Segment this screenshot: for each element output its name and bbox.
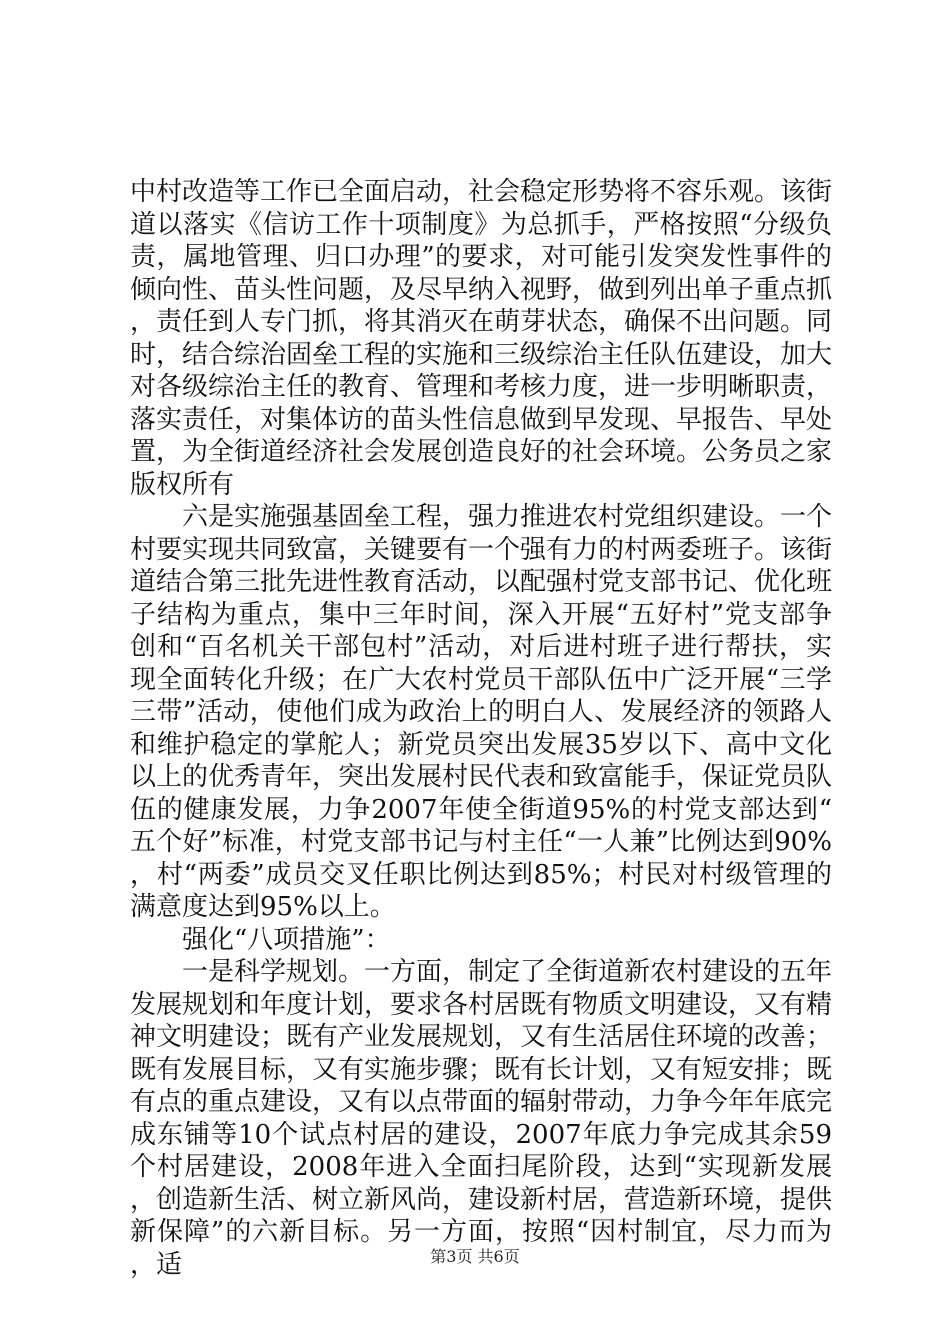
paragraph: 中村改造等工作已全面启动，社会稳定形势将不容乐观。该街道以落实《信访工作十项制度》为总抓手，严格按照“分级负责，属地管理、归口办理”的要求，对可能引发突发性事件的倾向性、苗头性问题，及尽早纳入视野，做到列出单子重点抓，责任到人专门抓，将其消灭在萌芽状态，确保不出问题。同时，结合综治固垒工程的实施和三级综治主任队伍建设，加大对各级综治主任的教育、管理和考核力度，进一步明晰职责，落实责任，对集体访的苗头性信息做到早发现、早报告、早处置，为全街道经济社会发展创造良好的社会环境。公务员之家版权所有 [130,177,833,500]
paragraph: 一是科学规划。一方面，制定了全街道新农村建设的五年发展规划和年度计划，要求各村居既有物质文明建设，又有精神文明建设；既有产业发展规划，又有生活居住环境的改善；既有发展目标，又有实施步骤；既有长计划，又有短安排；既有点的重点建设，又有以点带面的辐射带动，力争今年年底完成东铺等10个试点村居的建设，2007年底力争完成其余59个村居建设，2008年进入全面扫尾阶段，达到“实现新发展，创造新生活、树立新风尚，建设新村居，营造新环境，提供新保障”的六新目标。另一方面，按照“因村制宜，尽力而为，适 [130,957,833,1280]
document-body [130,176,832,1281]
paragraph: 六是实施强基固垒工程，强力推进农村党组织建设。一个村要实现共同致富，关键要有一个强有力的村两委班子。该街道结合第三批先进性教育活动，以配强村党支部书记、优化班子结构为重点，集中三年时间，深入开展“五好村”党支部争创和“百名机关干部包村”活动，对后进村班子进行帮扶，实现全面转化升级；在广大农村党员干部队伍中广泛开展“三学三带”活动，使他们成为政治上的明白人、发展经济的领路人和维护稳定的掌舵人；新党员突出发展35岁以下、高中文化以上的优秀青年，突出发展村民代表和致富能手，保证党员队伍的健康发展，力争2007年使全街道95%的村党支部达到“五个好”标准，村党支部书记与村主任“一人兼”比例达到90%，村“两委”成员交叉任职比例达到85%；村民对村级管理的满意度达到95%以上。 [130,502,833,922]
paragraph: 强化“八项措施”： [182,924,391,955]
page-number-footer: 第3页 共6页 [430,1247,520,1266]
